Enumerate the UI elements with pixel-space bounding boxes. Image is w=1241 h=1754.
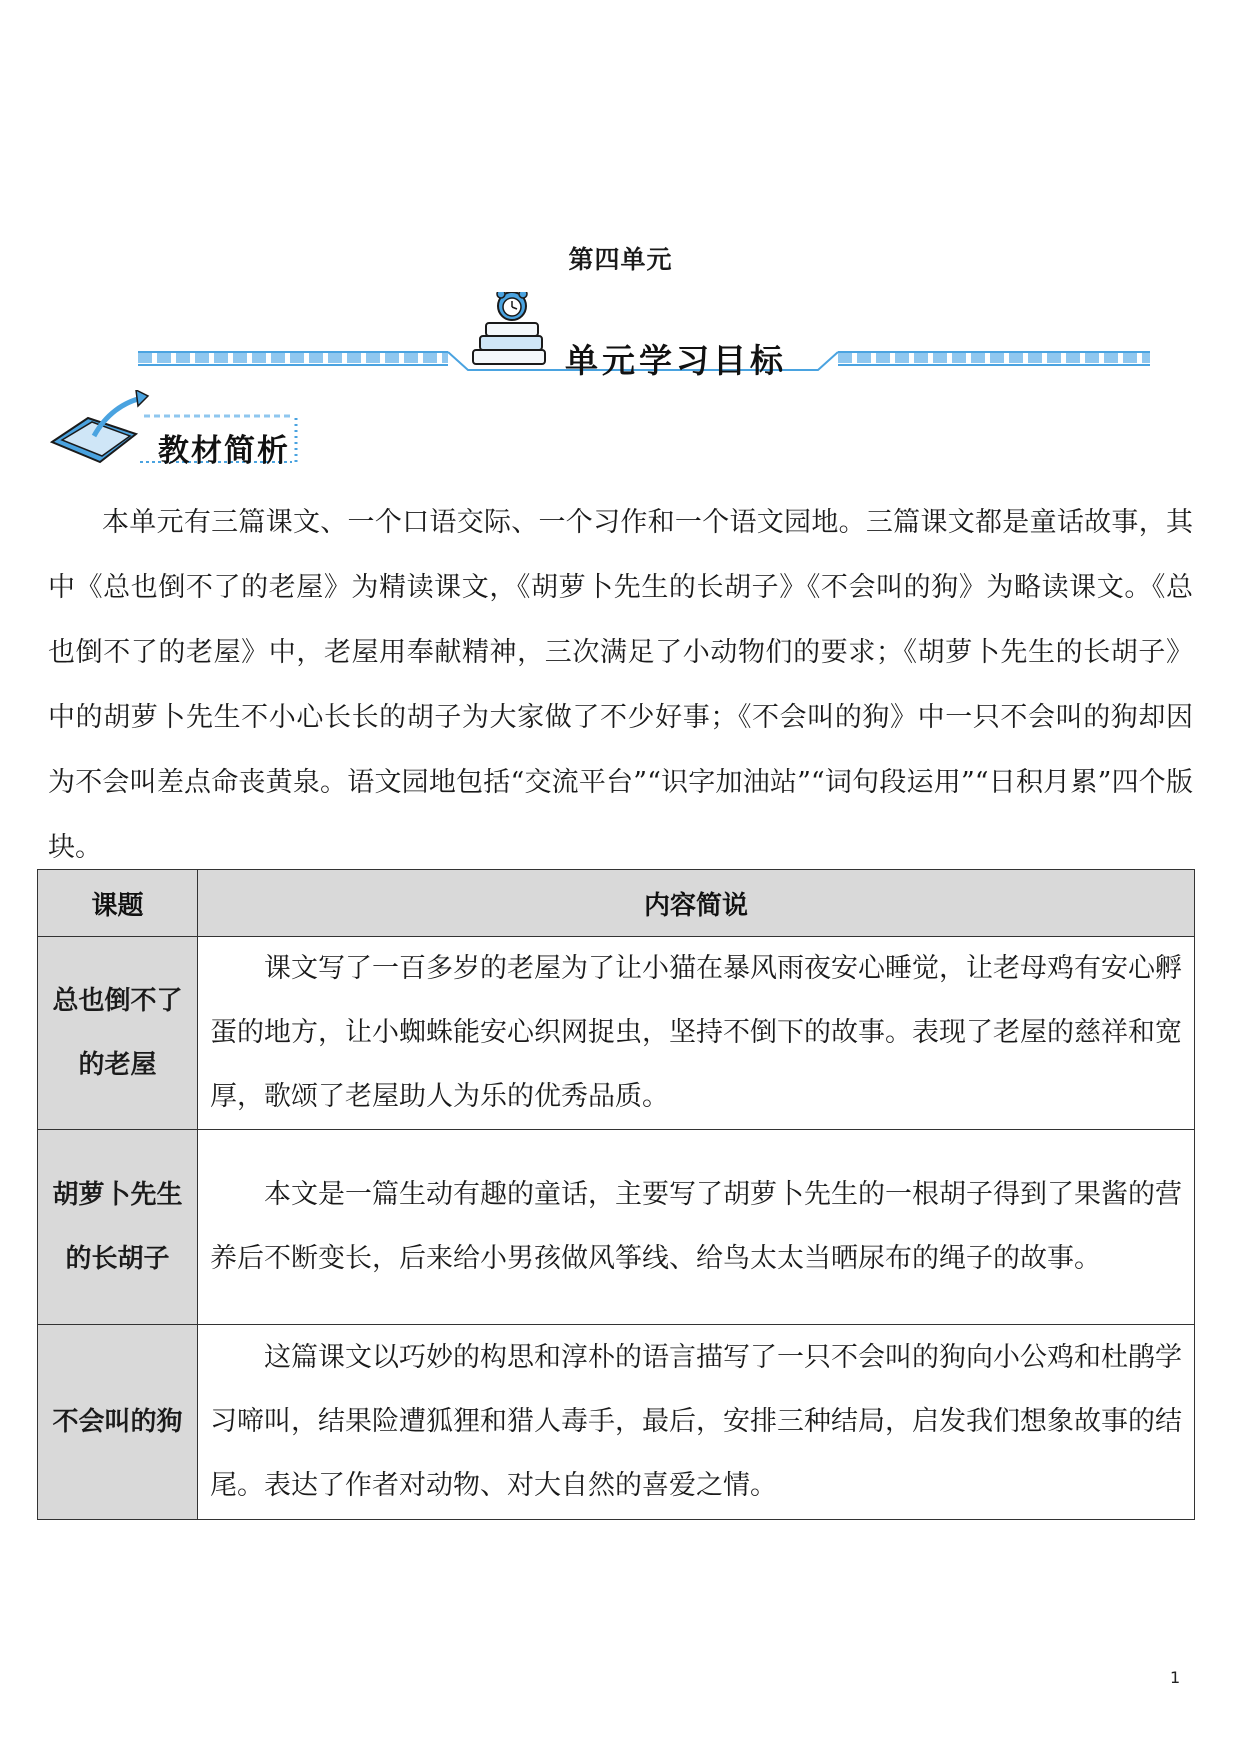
- banner-stripe-left: [138, 352, 448, 365]
- row-topic: 总也倒不了的老屋: [38, 937, 198, 1130]
- lesson-table: [37, 869, 1195, 1520]
- row-content: 这篇课文以巧妙的构思和淳朴的语言描写了一只不会叫的狗向小公鸡和杜鹃学习啼叫，结果险遭狐狸和猎人毒手，最后，安排三种结局，启发我们想象故事的结尾。表达了作者对动物、对大自然的喜爱之情。: [198, 1325, 1195, 1520]
- row-content: 课文写了一百多岁的老屋为了让小猫在暴风雨夜安心睡觉，让老母鸡有安心孵蛋的地方，让小蜘蛛能安心织网捉虫，坚持不倒下的故事。表现了老屋的慈祥和宽厚，歌颂了老屋助人为乐的优秀品质。: [198, 937, 1195, 1130]
- table-row: [38, 1325, 1195, 1520]
- table-row: [38, 1130, 1195, 1325]
- books-clock-icon: [473, 292, 545, 364]
- banner-stripe-right: [838, 352, 1150, 365]
- unit-title: 第四单元: [568, 245, 673, 274]
- row-topic: 不会叫的狗: [38, 1325, 198, 1520]
- goal-title: 单元学习目标: [565, 341, 787, 380]
- row-topic: 胡萝卜先生的长胡子: [38, 1130, 198, 1325]
- table-header-row: [38, 870, 1195, 937]
- row-content: 本文是一篇生动有趣的童话，主要写了胡萝卜先生的一根胡子得到了果酱的营养后不断变长，后来给小男孩做风筝线、给鸟太太当晒尿布的绳子的故事。: [198, 1130, 1195, 1325]
- page-number: 1: [1170, 1668, 1181, 1687]
- header-topic: 课题: [38, 870, 198, 937]
- intro-paragraph: 本单元有三篇课文、一个口语交际、一个习作和一个语文园地。三篇课文都是童话故事，其中《总也倒不了的老屋》为精读课文，《胡萝卜先生的长胡子》《不会叫的狗》为略读课文。《总也倒不了的老屋》中，老屋用奉献精神，三次满足了小动物们的要求；《胡萝卜先生的长胡子》中的胡萝卜先生不小心长长的胡子为大家做了不少好事；《不会叫的狗》中一只不会叫的狗却因为不会叫差点命丧黄泉。语文园地包括“交流平台”“识字加油站”“词句段运用”“日积月累”四个版块。: [48, 507, 1193, 863]
- table-row: [38, 937, 1195, 1130]
- section-title: 教材简析: [158, 433, 290, 469]
- header-content: 内容简说: [198, 870, 1195, 937]
- book-arrow-icon: [52, 390, 148, 462]
